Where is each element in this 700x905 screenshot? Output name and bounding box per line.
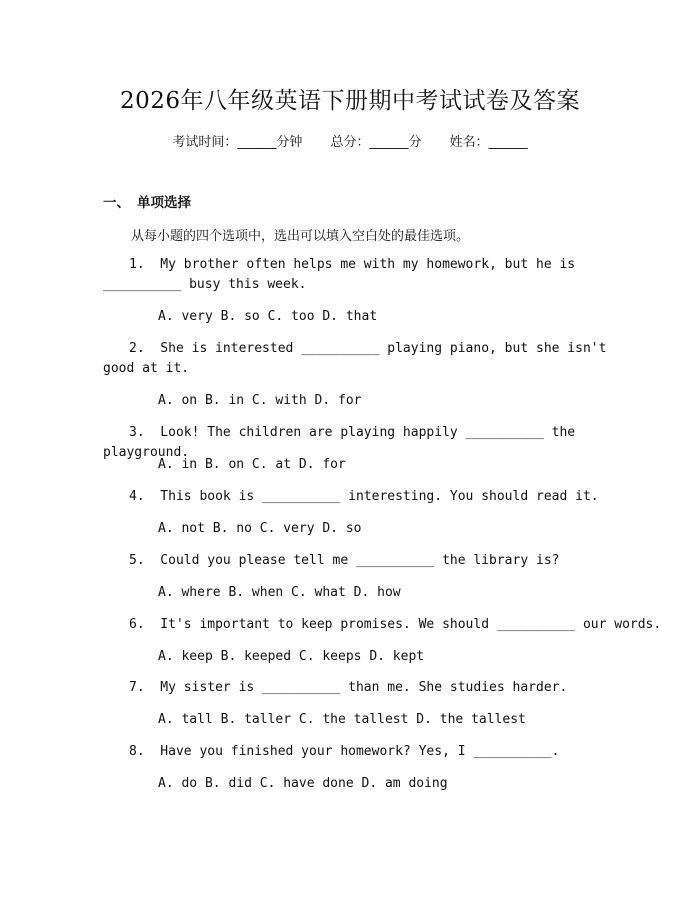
question-5-options: A. where B. when C. what D. how: [158, 585, 401, 600]
question-1: [103, 255, 613, 295]
question-1-options: A. very B. so C. too D. that: [158, 309, 378, 324]
question-stem: 8. Have you finished your homework? Yes, I __________.: [129, 744, 560, 759]
question-stem: 4. This book is __________ interesting. You should read it.: [129, 489, 599, 504]
section-heading: [103, 191, 191, 211]
question-6-options: A. keep B. keeped C. keeps D. kept: [158, 649, 425, 664]
exam-meta: [0, 131, 700, 150]
question-2-options: A. on B. in C. with D. for: [158, 393, 362, 408]
question-stem: 1. My brother often helps me with my homework, but he is __________ busy this week.: [103, 257, 583, 292]
question-3-options: A. in B. on C. at D. for: [158, 457, 346, 472]
question-5: [103, 551, 613, 571]
exam-time-field: 考试时间：______分钟: [172, 135, 303, 150]
question-8-options: A. do B. did C. have done D. am doing: [158, 776, 448, 791]
question-4-options: A. not B. no C. very D. so: [158, 521, 362, 536]
question-7: [103, 678, 613, 698]
question-4: [103, 487, 613, 507]
question-stem: 6. It's important to keep promises. We should __________ our words.: [129, 617, 662, 632]
question-7-options: A. tall B. taller C. the tallest D. the tallest: [158, 712, 526, 727]
question-stem: 2. She is interested __________ playing piano, but she isn't good at it.: [103, 341, 615, 376]
total-score-field: 总分：______分: [330, 135, 422, 150]
question-8: [103, 742, 613, 762]
question-2: [103, 339, 613, 379]
question-stem: 3. Look! The children are playing happily __________ the playground.: [103, 425, 583, 460]
section-number: 一、: [103, 195, 130, 211]
section-instruction: 从每小题的四个选项中，选出可以填入空白处的最佳选项。: [131, 229, 470, 244]
section-title: 单项选择: [137, 195, 191, 211]
question-stem: 5. Could you please tell me __________ the library is?: [129, 553, 560, 568]
question-6: [103, 615, 663, 635]
student-name-field: 姓名：______: [449, 135, 528, 150]
question-stem: 7. My sister is __________ than me. She studies harder.: [129, 680, 568, 695]
page-title: 2026年八年级英语下册期中考试试卷及答案: [119, 88, 581, 114]
